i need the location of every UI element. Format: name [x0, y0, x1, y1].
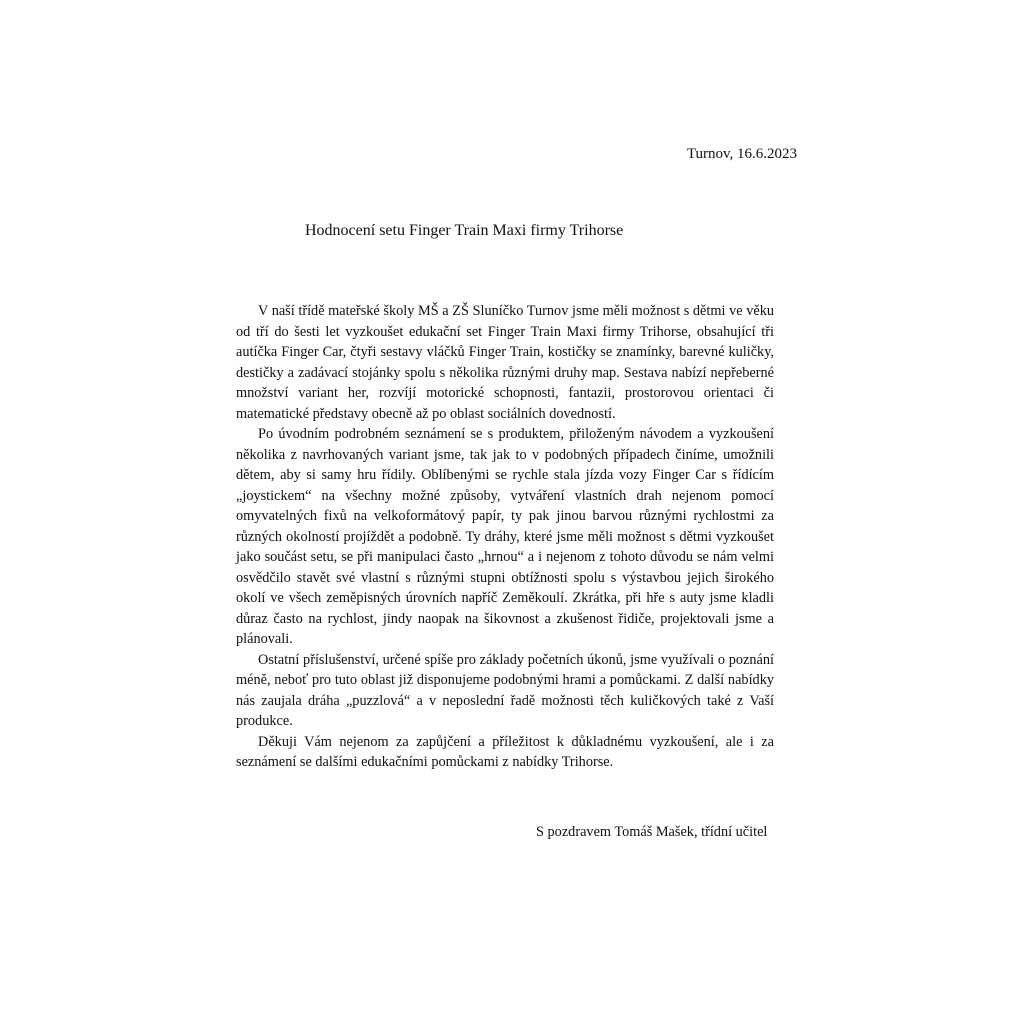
- paragraph-1: V naší třídě mateřské školy MŠ a ZŠ Sluníčko Turnov jsme měli možnost s dětmi ve věku od tří do šesti let vyzkoušet edukační set Finger Train Maxi firmy Trihorse, obsahující tři autíčka Finger Car, čtyři sestavy vláčků Finger Train, kostičky se znamínky, barevné kuličky, destičky a zadávací stojánky spolu s několika různými druhy map. Sestava nabízí nepřeberné množství variant her, rozvíjí motorické schopnosti, fantazii, prostorovou orientaci či matematické představy obecně až po oblast sociálních dovedností.: [236, 303, 774, 422]
- date-line: Turnov, 16.6.2023: [686, 146, 797, 162]
- paragraph-4: Děkuji Vám nejenom za zapůjčení a příležitost k důkladnému vyzkoušení, ale i za seznámení se dalšími edukačními pomůckami z nabídky Trihorse.: [236, 733, 774, 770]
- paragraph-3: Ostatní příslušenství, určené spíše pro základy početních úkonů, jsme využívali o poznání méně, neboť pro tuto oblast již disponujeme podobnými hrami a pomůckami. Z další nabídky nás zaujala dráha „puzzlová“ a v neposlední řadě možnosti těch kuličkových také z Vaší produkce.: [236, 651, 774, 729]
- letter-title: Hodnocení setu Finger Train Maxi firmy Trihorse: [305, 222, 624, 239]
- signature-line: S pozdravem Tomáš Mašek, třídní učitel: [536, 824, 768, 840]
- letter-body: [236, 301, 774, 773]
- paragraph-2: Po úvodním podrobném seznámení se s produktem, přiloženým návodem a vyzkoušení několika z navrhovaných variant jsme, tak jak to v podobných případech činíme, umožnili dětem, aby si samy hru řídily. Oblíbenými se rychle stala jízda vozy Finger Car s řídícím „joystickem“ na všechny možné způsoby, vytváření vlastních drah nejenom pomocí omyvatelných fixů na velkoformátový papír, ty pak jinou barvou různými rychlostmi za různých okolností projíždět a podobně. Ty dráhy, které jsme měli možnost s dětmi vyzkoušet jako součást setu, se při manipulaci často „hrnou“ a i nejenom z tohoto důvodu se nám velmi osvědčilo stavět své vlastní s různými stupni obtížnosti spolu s výstavbou jejich širokého okolí ve všech zeměpisných úrovních napříč Zeměkoulí. Zkrátka, při hře s auty jsme kladli důraz často na rychlost, jindy naopak na šikovnost a zkušenost řidiče, projektovali jsme a plánovali.: [236, 426, 774, 647]
